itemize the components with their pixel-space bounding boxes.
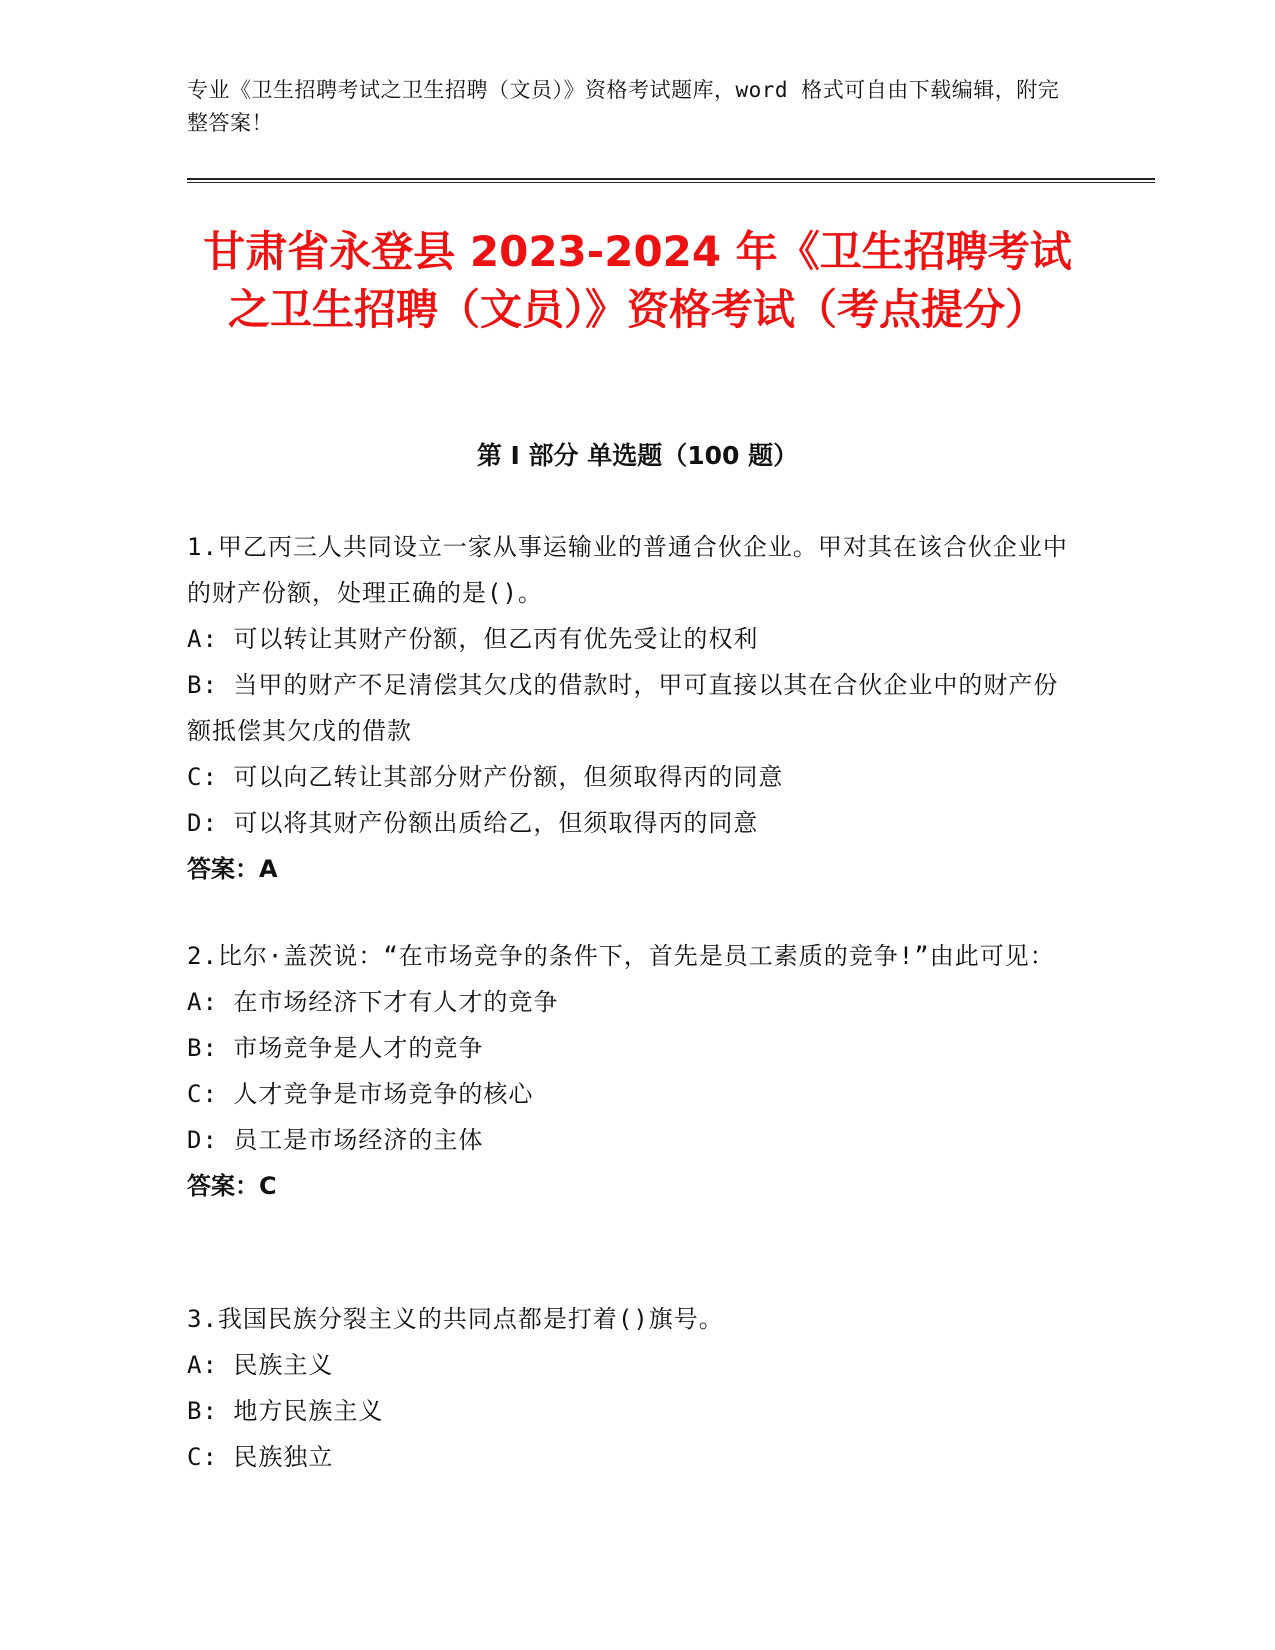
option-d: D: 可以将其财产份额出质给乙，但须取得丙的同意 xyxy=(187,809,759,837)
header-note: 专业《卫生招聘考试之卫生招聘（文员）》资格考试题库，word 格式可自由下载编辑，附完整答案！ xyxy=(187,78,1060,135)
answer: 答案：A xyxy=(187,855,278,883)
option-a: A: 可以转让其财产份额，但乙丙有优先受让的权利 xyxy=(187,625,759,653)
section-heading: 第 I 部分 单选题（100 题） xyxy=(476,441,799,470)
option-b: B: 市场竞争是人才的竞争 xyxy=(187,1034,484,1062)
option-d: D: 员工是市场经济的主体 xyxy=(187,1126,484,1154)
option-c: C: 民族独立 xyxy=(187,1443,334,1471)
document-title: 甘肃省永登县 2023-2024 年《卫生招聘考试之卫生招聘（文员）》资格考试（考点提分） xyxy=(203,227,1072,334)
question-1 xyxy=(187,524,1077,892)
option-b: B: 地方民族主义 xyxy=(187,1397,384,1425)
question-2 xyxy=(187,933,1077,1209)
option-b: B: 当甲的财产不足清偿其欠戊的借款时，甲可直接以其在合伙企业中的财产份额抵偿其欠戊的借款 xyxy=(187,671,1059,745)
header-divider xyxy=(187,178,1155,183)
option-a: A: 在市场经济下才有人才的竞争 xyxy=(187,988,559,1016)
question-stem: 1.甲乙丙三人共同设立一家从事运输业的普通合伙企业。甲对其在该合伙企业中的财产份额，处理正确的是()。 xyxy=(187,533,1068,607)
question-stem: 2.比尔·盖茨说：“在市场竞争的条件下，首先是员工素质的竞争!”由此可见： xyxy=(187,942,1055,970)
option-c: C: 人才竞争是市场竞争的核心 xyxy=(187,1080,534,1108)
question-3 xyxy=(187,1296,1077,1480)
option-c: C: 可以向乙转让其部分财产份额，但须取得丙的同意 xyxy=(187,763,784,791)
option-a: A: 民族主义 xyxy=(187,1351,334,1379)
answer: 答案：C xyxy=(187,1172,277,1200)
question-stem: 3.我国民族分裂主义的共同点都是打着()旗号。 xyxy=(187,1305,724,1333)
